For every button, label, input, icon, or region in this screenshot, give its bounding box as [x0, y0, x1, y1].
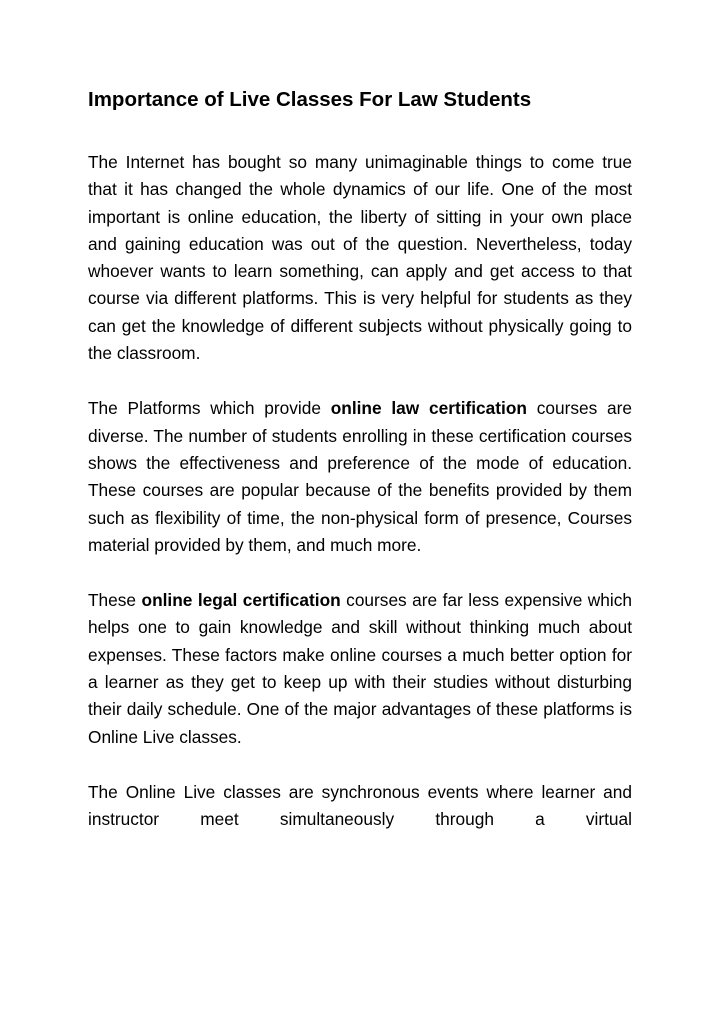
paragraph-2-text-end: courses are diverse. The number of students enrolling in these certification courses shows the effectiveness and preference of the mode of education. These courses are popular because of the benefits provided by them such as flexibility of time, the non-physical form of presence, Courses material provided by them, and much more. — [88, 398, 632, 555]
keyword-online-law-certification: online law certification — [330, 398, 527, 419]
paragraph-2 — [88, 395, 632, 559]
paragraph-1: The Internet has bought so many unimaginable things to come true that it has changed the whole dynamics of our life. One of the most important is online education, the liberty of sitting in your own place and gaining education was out of the question. Nevertheless, today whoever wants to learn something, can apply and get access to that course via different platforms. This is very helpful for students as they can get the knowledge of different subjects without physically going to the classroom. — [88, 152, 632, 364]
document-title: Importance of Live Classes For Law Students — [88, 88, 532, 111]
paragraph-4: The Online Live classes are synchronous events where learner and instructor meet simultaneously through a virtual — [88, 781, 632, 830]
paragraph-3 — [88, 587, 632, 751]
keyword-online-legal-certification: online legal certification — [141, 590, 341, 611]
paragraph-3-text-end: courses are far less expensive which helps one to gain knowledge and skill without thinking much about expenses. These factors make online courses a much better option for a learner as they get to keep up with their studies without disturbing their daily schedule. One of the major advantages of these platforms is Online Live classes. — [88, 590, 632, 747]
paragraph-2-text-start: The Platforms which provide — [88, 398, 331, 419]
document-page — [88, 86, 632, 862]
paragraph-3-text-start: These — [88, 590, 142, 611]
